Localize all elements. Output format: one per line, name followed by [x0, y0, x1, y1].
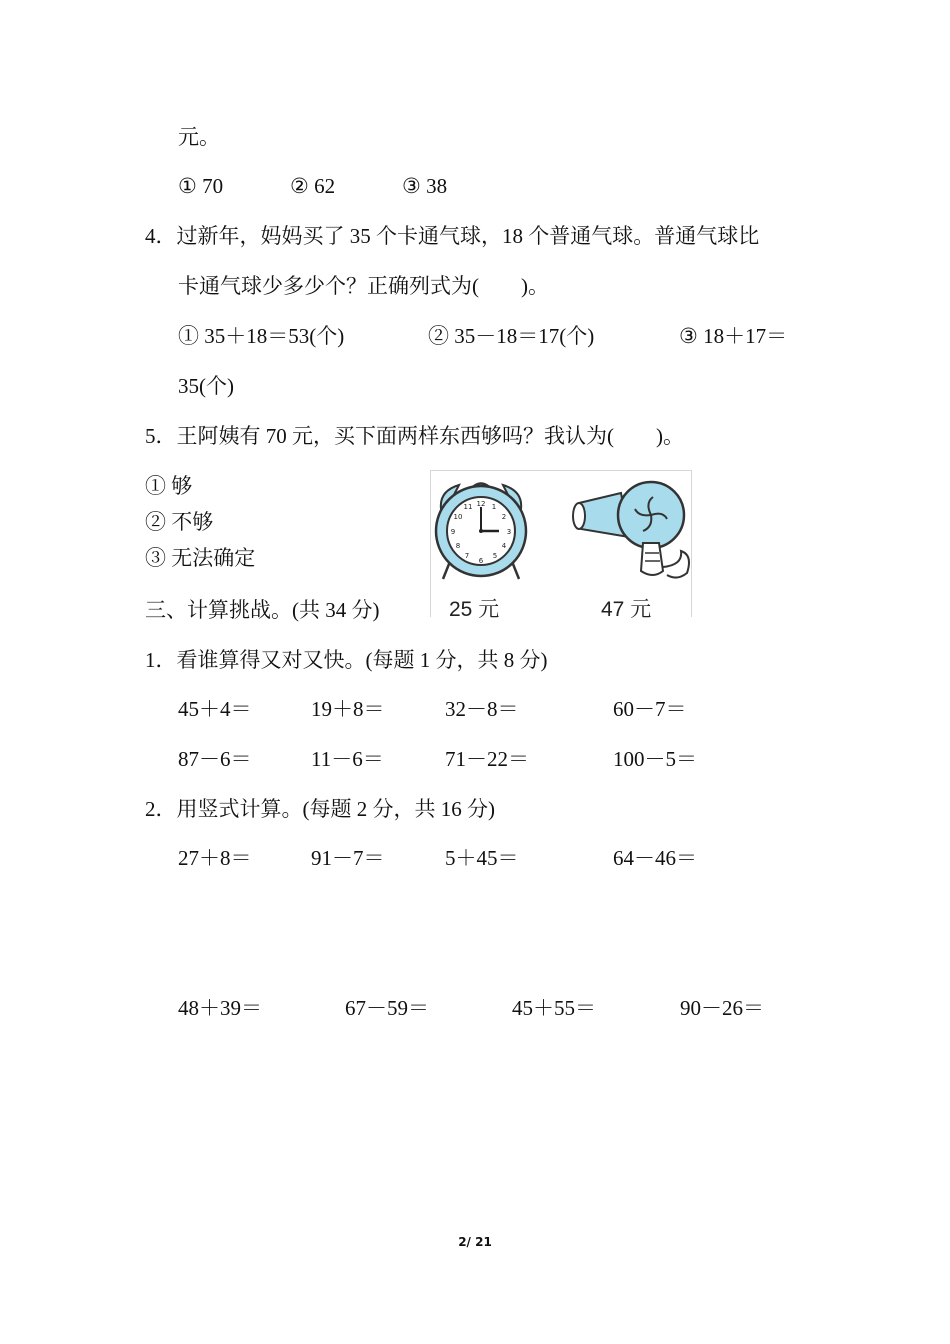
- s3-q2-r2-c3: 45＋55＝: [512, 996, 596, 1020]
- svg-text:7: 7: [464, 552, 470, 560]
- s3-q2-r1-c4: 64－46＝: [613, 846, 697, 870]
- s3-q1-r2-c1: 87－6＝: [178, 747, 252, 771]
- s3-q1-r1-c2: 19＋8＝: [311, 697, 385, 721]
- q3-option-1: ① 70: [178, 174, 224, 198]
- q5-line: 5．王阿姨有 70 元，买下面两样东西够吗？我认为( )。: [145, 424, 684, 448]
- q4-option-3: ③ 18＋17＝: [679, 324, 788, 348]
- s3-q2-r2-c1: 48＋39＝: [178, 996, 262, 1020]
- q5-option-3: ③ 无法确定: [145, 546, 256, 570]
- q5-option-2: ② 不够: [145, 510, 214, 534]
- s3-q2-r1-c2: 91－7＝: [311, 846, 385, 870]
- s3-q1-r1-c3: 32－8＝: [445, 697, 519, 721]
- svg-text:5: 5: [492, 552, 498, 560]
- q3-option-3: ③ 38: [402, 174, 448, 198]
- page-number: 2/ 21: [458, 1235, 492, 1249]
- s3-q2-title: 2．用竖式计算。(每题 2 分，共 16 分): [145, 797, 495, 821]
- s3-q2-r1-c3: 5＋45＝: [445, 846, 519, 870]
- svg-text:2: 2: [501, 513, 507, 521]
- q4-option-2: ② 35－18＝17(个): [428, 324, 595, 348]
- s3-q1-r1-c1: 45＋4＝: [178, 697, 252, 721]
- svg-text:1: 1: [491, 503, 497, 511]
- q4-line-1: 4．过新年，妈妈买了 35 个卡通气球，18 个普通气球。普通气球比: [145, 224, 760, 248]
- alarm-clock-price: 25 元: [449, 598, 500, 621]
- s3-q1-r2-c4: 100－5＝: [613, 747, 697, 771]
- svg-text:9: 9: [450, 528, 456, 536]
- q5-figure: [430, 470, 692, 621]
- s3-q2-r2-c4: 90－26＝: [680, 996, 764, 1020]
- s3-q1-r1-c4: 60－7＝: [613, 697, 687, 721]
- svg-text:10: 10: [453, 513, 463, 521]
- hair-dryer-icon: [573, 482, 689, 578]
- s3-q1-r2-c3: 71－22＝: [445, 747, 529, 771]
- svg-text:6: 6: [478, 557, 484, 565]
- q4-option-1: ① 35＋18＝53(个): [178, 324, 345, 348]
- s3-q1-r2-c2: 11－6＝: [311, 747, 384, 771]
- section-3-title: 三、计算挑战。(共 34 分): [145, 598, 380, 622]
- q3-text-tail: 元。: [178, 125, 220, 149]
- svg-text:3: 3: [506, 528, 512, 536]
- hair-dryer-price: 47 元: [601, 598, 652, 621]
- svg-text:4: 4: [501, 542, 507, 550]
- svg-text:11: 11: [463, 503, 473, 511]
- svg-text:8: 8: [455, 542, 461, 550]
- s3-q2-r1-c1: 27＋8＝: [178, 846, 252, 870]
- svg-text:12: 12: [476, 500, 486, 508]
- s3-q1-title: 1．看谁算得又对又快。(每题 1 分，共 8 分): [145, 648, 548, 672]
- alarm-clock-icon: [436, 484, 526, 580]
- s3-q2-r2-c2: 67－59＝: [345, 996, 429, 1020]
- q4-line-2: 卡通气球少多少个？正确列式为( )。: [178, 274, 549, 298]
- q3-option-2: ② 62: [290, 174, 336, 198]
- q4-option-3-continued: 35(个): [178, 374, 234, 398]
- q5-option-1: ① 够: [145, 474, 193, 498]
